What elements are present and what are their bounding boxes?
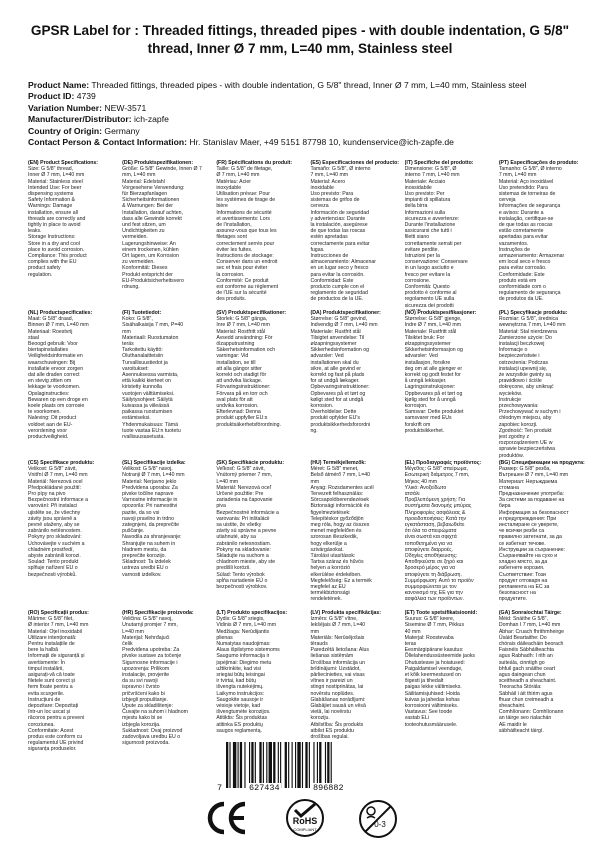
spec-block-hr: (HR) Specifikacije proizvoda: Veličina: G 5/8" navoj, Unutarnji promjer 7 mm, L=40 mm Materijal: Nehrđajući čelik Predviđena upotreba: Za pivske sustave za točenje Sigurnosne informacije i upozorenja: Prilikom instalacije, provjerite dа su svi navoji ispravno i čvrsto pričvršćeni kako bi izbjegli propuštanje. Upute za skladištenje: Čuvajte na suhom i hladnom mjestu kako bi se izbjegla korozija. Sukladnost: Ovaj proizvod zadovoljava uredbu EU o sigurnosti proizvoda. (122, 610, 194, 747)
info-product-id: Product ID: 4739 (28, 91, 96, 102)
spec-block-en: (EN) Product Specifications: Size: G 5/8" thread, Inner Ø 7 mm, L=40 mm Material: Stainless steel Intended Use: For beer dispensing systems Safety Information & Warnings: Damage installation, ensure all threads are correctly and tightly in place to avoid leaks. Storage Instructions: Store in a dry and cool place to avoid corrosion. Compliance: This product complies with the EU product safety regulation. (28, 160, 99, 278)
spec-block-sl: (SL) Specifikacije izdelka: Velikost: G 5/8" navoj, Notranji Ø 7 mm, L=40 mm Material: Nerjavno jeklo Predvidena uporaba: Za pivske točilne naprave Varnostne informacije in opozorila: Pri namestitvi pazite, da so vsi navoji pravilno in trdno zategnjeni, da preprečite puščanje. Navodila za shranjevanje: Shranjujte na suhem in hladnem mestu, da preprečite korozijo. Skladnost: Ta izdelek ustreza uredbi EU o varnosti izdelkov. (122, 460, 186, 578)
barcode-digits (216, 783, 380, 794)
product-info (28, 80, 580, 148)
barcode-bar (251, 742, 253, 788)
spec-block-fi: (FI) Tuotetiedot: Koko: G 5/8", Sisähalkaisija 7 mm, P=40 mm Materiaali: Ruostumaton teräs Tarkoitettu käyttö: Oluthanalaitteisiin Turvallisuustiedot ja varoitukset: Asennuksessa varmista, että kaikki kierteet on kiristetty kunnolla vuotojen välttämiseksi. Säilytysohjeet: Säilytä kuivassa ja viileässä paikassa ruostumisen estämiseksi. Yhdenmukaisuus: Tämä tuote vastaa EU:n tuotetu rvallisuusasetusta. (122, 310, 184, 441)
barcode-bar (226, 742, 228, 788)
barcode-bar (249, 742, 250, 788)
rohs-icon (285, 798, 325, 843)
barcode-bar (313, 742, 314, 788)
spec-block-sv: (SV) Produktspecifikationer: Storlek: G 5/8" gänga, Inre Ø 7 mm, L=40 mm Material: Rostfritt stål Avsedd användning: För ölzapputrustning Säkerhetsinformation och varningar: Vid installation, se till att alla gängor sitter korrekt och stadigt för att undvika läckage. Förvaringsinstruktioner: Förvara på en torr och sval plats för att undvika korrosion. Efterlevnad: Denna produkt uppfyller EU:s produktsäkerhetsförordning. (216, 310, 287, 428)
spec-block-de: (DE) Produktspezifikationen: Größe: G 5/8" Gewinde, Innen Ø 7 mm, L=40 mm Material: Edelstahl Vorgesehene Verwendung: für Bierzapfanlagen Sicherheitsinformationen & Warnungen: Bei der Installation, darauf achten, dass alle Gewinde korrekt und fest sitzen, um Undichtigkeiten zu vermeiden. Lagerungshinweise: An einem trockenen, kühlen Ort lagern, um Korrosion zu vermeiden. Konformität: Dieses Produkt entspricht der EU-Produktsicherheitsvero rdnung. (122, 160, 202, 291)
barcode-bar (285, 742, 287, 788)
spec-block-pt: (PT) Especificações do produto: Tamanho: G 5/8", Ø interno 7 mm, L=40 mm Material: Aço inoxidável Uso pretendido: Para sistemas de torneiras de cerveja Informações de segurança e avisos: Durante a instalação, certifique-se de que todas as roscas estão corretamente apertadas para evitar vazamentos. Instruções de armazenamento: Armazenar em local seco e fresco para evitar corrosão. Conformidade: Este produto está em conformidade com o regulamento de segurança de produtos da UE. (498, 160, 579, 303)
barcode-bar (319, 742, 321, 788)
spec-block-nl: (NL) Productspecificaties: Maat: G 5/8" draad, Binnen Ø 7 mm, L=40 mm Materiaal: Roestvrij staal Beoogd gebruik: Voor biertapinstallaties Veiligheidsinformatie en waarschuwingen: Bij installatie ervoor zorgen dat alle draden correct en stevig zitten om lekkage te voorkomen. Opslaginstructies: Bewaren op een droge en koele plaats om corrosie te voorkomen. Naleving: Dit product voldoet aan de EU- verordening voor productveiligheid. (28, 310, 93, 441)
barcode-bar (331, 742, 332, 788)
barcode-bar (305, 742, 307, 788)
barcode-bar (309, 742, 310, 788)
page-title: GPSR Label for : Threaded fittings, threaded pipes - with double indentation, G 5/8" thread, Inner Ø 7 mm, L=40 mm, Stainless steel (30, 23, 570, 56)
barcode-bar (244, 742, 245, 788)
svg-text:0-3: 0-3 (374, 820, 386, 829)
barcode-bar (288, 742, 289, 788)
ean-barcode (216, 742, 380, 794)
spec-block-bg: (BG) Спецификации на продукта: Размер: G 5/8" резба, Вътрешен Ø 7 mm, L=40 mm Материал: Неръждаема стомана Предназначение употреба: За системи за подаване на бира Информация за безопасност и предупреждения: При инсталиране се уверете, че всички резби са правилно затегнати, за да се избегнат течове. Инструкции за съхранение: Съхранявайте на сухо и хладно място, за да избегнете корозия. Съответствие: Този продукт отговаря на регламента на ЕС за безопасност на продуктите. (498, 460, 585, 603)
barcode-bar (280, 742, 281, 788)
barcode-bar (295, 742, 296, 788)
info-contact: Contact Person & Contact Information: Hr. Stanislav Maer, +49 5151 87798 10, kundenservice@ich-zapfe.de (28, 137, 454, 148)
compliance-symbols (205, 798, 405, 842)
barcode-bar (292, 742, 293, 788)
barcode-bar (297, 742, 300, 788)
spec-block-hu: (HU) Termékjellemzők: Méret: G 5/8" menet, Belső átmérő 7 mm, L=40 mm Anyag: Rozsdamentes acél Tervezett felhasználás: Sörcsapolóberendezések Biztonsági információk és figyelmeztetések: Telepítéskor győződjön meg róla, hogy az összes menet megfelelően és szorosan illeszkedik, hogy elkerülje a szivárgásokat. Tárolási utasítások: Tartsa száraz és hűvös helyen a korrózió elkerülése érdekében. Megfelelőség: Ez a termék megfelel az EU termékbiztonsági rendeletének. (310, 460, 374, 603)
spec-block-sk: (SK) Špecifikácie produktu: Veľkosť: G 5/8" závit, Vnútorný priemer 7 mm, L=40 mm Materiál: Nerezová oceľ Určené použitie: Pre zariadenia na čapovanie piva Bezpečnostné informácie a varovania: Pri inštalácii sa uistite, že všetky závity sú správne a pevne utiahnuté, aby sa zabránilo netesnostiam. Pokyny na skladovanie: Skladujte na suchom a chladnom mieste, aby ste predišli korózii. Súlad: Tento výrobok spĺňa nariadenie EÚ o bezpečnosti výrobkov. (216, 460, 285, 591)
language-spec-grid (28, 160, 588, 760)
spec-block-fr: (FR) Spécifications du produit: Taille: G 5/8" de filetage, Ø 7 mm, L=40 mm Matériau: Acier inoxydable Utilisation prévue: Pour les systèmes de tirage de bière Informations de sécurité et avertissements: Lors de l'installation, assurez-vous que tous les filetages sont correctement serrés pour éviter les fuites. Instructions de stockage: Conserver dans un endroit sec et frais pour éviter la corrosion. Conformité: Ce produit est conforme au règlement de l'UE sur la sécurité des produits. (216, 160, 293, 303)
ce-mark-icon (205, 798, 249, 843)
spec-block-et: (ET) Toote spetsifikatsioonid: Suurus: G 5/8" keere, Sisemine Ø 7 mm, Pikkus 40 mm Materjal: Roostevaba teras Eesmärgipärane kasutus: Õllelahendussüsteemide jaoks Ohutusteave ja hoiatused: Paigaldamisel veenduge, et kõik keermestused on õigesti ja tihedalt paigas lekke vältimiseks. Säilitamisjuhised: Hoida kuivas ja jahedas kohas korrosiooni vältimiseks. Vastavus: See toode vastab ELi tooteohutusmäärusele. (404, 610, 478, 728)
barcode-bar (269, 742, 272, 788)
spec-block-ga: (GA) Sonraíochtaí Táirge: Méid: Snáithe G 5/8", Domhan I 7 mm, L=40 mm Ábhar: Cruach fhrithmheirge Úsáid Beartaithe: Do chórais dáileacháin beorach Faisnéis Sábháilteachta agus Rabhadh: I rith an suiteála, cinntigh go bhfuil gach snáithe ceart agus daingean chun sceitheadh a sheachaint. Treoracha Stórála: Sábháil i áit thirim agus fhuar chun creimeadh a sheachaint. Comhlíonann: Comhlíonann an táirge seo rialachán AE maidir le sábháilteacht táirgí. (498, 610, 564, 734)
barcode-bar (238, 742, 239, 788)
spec-block-no: (NO) Produktspesifikasjoner: Størrelse: G 5/8" gjenge, Indre Ø 7 mm, L=40 mm Materiale: Rustfritt stål Tilsiktet bruk: For ølzappingssystemer Sikkerhetsinformasjon og advarsler: Ved installasjon, forsikre deg om at alle gjenger er korrekt og godt festet for å unngå lekkasjer. Lagringsinstruksjoner: Oppbevares på et tørt og kjølig sted for å unngå korrosjon. Samsvar: Dette produktet samsvarer med EUs forskrift om produktsikkerhet. (404, 310, 477, 434)
barcode-bar (229, 742, 230, 788)
spec-block-it: (IT) Specifiche del prodotto: Dimensione: G 5/8", Ø interno 7 mm, L=40 mm Materiale: Acciaio inossidabile Uso previsto: Per impianti di spillatura della birra Informazioni sulla sicurezza e avvertenze: Durante l'installazione assicurarsi che tutti i filetti siano correttamente serrati per evitare perdite. Istruzioni per la conservazione: Conservare in un luogo asciutto e fresco per evitare la corrosione. Conformità: Questo prodotto è conforme al regolamento UE sulla sicurezza dei prodotti (404, 160, 474, 309)
barcode-bar (325, 742, 326, 788)
barcode-bar (317, 742, 318, 788)
barcode-bar (278, 742, 279, 788)
barcode-bar (266, 742, 267, 788)
info-variation-number: Variation Number: NEW-3571 (28, 102, 147, 113)
spec-block-es: (ES) Especificaciones del producto: Tamaño: G 5/8", Ø interno 7 mm, L=40 mm Material: Acero inoxidable Uso previsto: Para sistemas de grifos de cerveza Información de seguridad y advertencias: Durante la instalación, asegúrese de que todas las roscas estén apretadas correctamente para evitar fugas. Instrucciones de almacenamiento: Almacenar en un lugar seco y fresco para evitar la corrosión. Conformidad: Este producto cumple con el reglamento de seguridad de productos de la UE. (310, 160, 399, 303)
barcode-digits-mid: 627434 (249, 783, 280, 793)
svg-text:COMPLIANT: COMPLIANT (293, 827, 317, 832)
spec-block-lt: (LT) Produkto specifikacijos: Dydis: G 5/8" sriegis, Vidinis Ø 7 mm, L=40 mm Medžiaga: Nerūdijantis plienas Numatytas naudojimas: Alaus išpilstymo sistemoms Saugumo informacija ir įspėjimai: Diegimo metu užtikrinkite, kad visi sriegiai būtų teisingai ir tvirtai, kad būtų išvengta nutekėjimų. Laikymo instrukcijos: Saugokite sausoje ir vėsioje vietoje, kad išvengtumėte korozijos. Atitiktis: Šis produktas atitinka ES produktų saugos reglamentą. (216, 610, 288, 734)
info-country-of-origin: Country of Origin: Germany (28, 125, 140, 136)
barcode-bar (233, 742, 236, 788)
barcode-bar (327, 742, 329, 788)
info-product-name: Product Name: Threaded fittings, threaded pipes - with double indentation, G 5/8" thread, Inner Ø 7 mm, L=40 mm, Stainless steel (28, 80, 527, 90)
barcode-bar (240, 742, 242, 788)
spec-block-da: (DA) Produktspecifikationer: Størrelse: G 5/8" gevind, Indvendig Ø 7 mm, L=40 mm Materiale: Rustfrit stål Tilsigtet anvendelse: Til ølzapningssystemer Sikkerhedsinformation og advarsler: Ved installationen skal du sikre, at alle gevind er korrekt og fast på plads for at undgå lækager. Opbevaringsinstruktioner: Opbevares på et tørt og køligt sted for at undgå korrosion. Overholdelse: Dette produkt opfylder EU's produktsikkerhedsforordni ng. (310, 310, 381, 434)
spec-block-lv: (LV) Produkta specifikācijas: Izmērs: G 5/8" vītne, Iekšējais Ø 7 mm, L=40 mm Materiāls: Nerūsējošais tērauds Paredzētā lietošana: Alus liešanas sistēmām Drošības informācija un brīdinājumi: Uzstādot, pārliecinieties, vai visas vītnes ir pareizi un stingri nostiprinātas, lai novērstu noplūdes. Glabāšanas norādījumi: Glabājiet sausā un vēsā vietā, lai novērstu koroziju. Atbilstība: Šis produkts atbilst ES produktu drošības regulai. (310, 610, 382, 741)
barcode-bar (255, 742, 256, 788)
spec-block-pl: (PL) Specyfikacje produktu: Rozmiar: G 5/8", średnica wewnętrzna 7 mm, L=40 mm Materiał: Stal nierdzewna Zamierzone użycie: Do instalacji beczkowej Informacje o bezpieczeństwie i ostrzeżenia: Podczas instalacji upewnij się, że wszystkie gwinty są prawidłowo i ściśle dokręcone, aby uniknąć wycieków. Instrukcje przechowywania: Przechowywać w suchym i chłodnym miejscu, aby zapobiec korozji. Zgodność: Ten produkt jest zgodny z rozporządzeniem UE w sprawie bezpieczeństwa produktów. (498, 310, 568, 459)
info-manufacturer: Manufacturer/Distributor: ich-zapfe (28, 114, 169, 125)
spec-block-cs: (CS) Specifikace produktu: Velikost: G 5/8" závit, Vnitřní Ø 7 mm, L=40 mm Materiál: Nerezová ocel Předpokládané použití: Pro pípy na pivo Bezpečnostní informace a varování: Při instalaci ujistěte se, že všechny závity jsou správně a pevně utaženy, aby se zabránilo netěsnostem. Pokyny pro skladování: Uchovávejte v suchém a chladném prostředí, abyste zabránili korozi. Soulad: Tento produkt splňuje nařízení EU o bezpečnosti výrobků. (28, 460, 95, 578)
barcode-bar (259, 742, 261, 788)
svg-text:RoHS: RoHS (292, 816, 318, 826)
barcode-bar (302, 742, 303, 788)
barcode-bar (273, 742, 275, 788)
barcode-bar (263, 742, 264, 788)
spec-block-ro: (RO) Specificații produs: Mărime: G 5/8" filet, Ø interior 7 mm, L=40 mm Material: Oțel inoxidabil Utilizare intenționată: Pentru instalațiile de bere la halbă Informații de siguranță și avertismente: În timpul instalării, asigurați-vă că toate filetele sunt corect și ferm fixate pentru a evita scurgerile. Instrucțiuni de depozitare: Depozitați într-un loc uscat și răcoros pentru a preveni coroziunea. Conformitate: Acest produs este conform cu regulamentul UE privind siguranța produselor. (28, 610, 89, 753)
barcode-digit-left: 7 (217, 783, 223, 793)
barcode-digits-right: 896882 (313, 783, 344, 793)
age-warning-icon (357, 798, 399, 845)
spec-block-el: (EL) Προδιαγραφές προϊόντος: Μέγεθος: G 5/8" σπείρωμα, Εσωτερική διάμετρος 7 mm, Μήκος 40 mm Υλικό: Ανοξείδωτο ατσάλι Προβλεπόμενη χρήση: Για συστήματα διανομής μπύρας Πληροφορίες ασφάλειας & προειδοποιήσεις: Κατά την εγκατάσταση, βεβαιωθείτε ότι όλα τα σπειρώματα είναι σωστά και σφιχτά τοποθετημένα για να αποφύγετε διαρροές. Οδηγίες αποθήκευσης: Αποθηκεύστε σε ξηρό και δροσερό μέρος για να αποφύγετε τη διάβρωση. Συμμόρφωση: Αυτό το προϊόν συμμορφώνεται με τον κανονισμό της ΕΕ για την ασφάλεια των προϊόντων. (404, 460, 482, 603)
